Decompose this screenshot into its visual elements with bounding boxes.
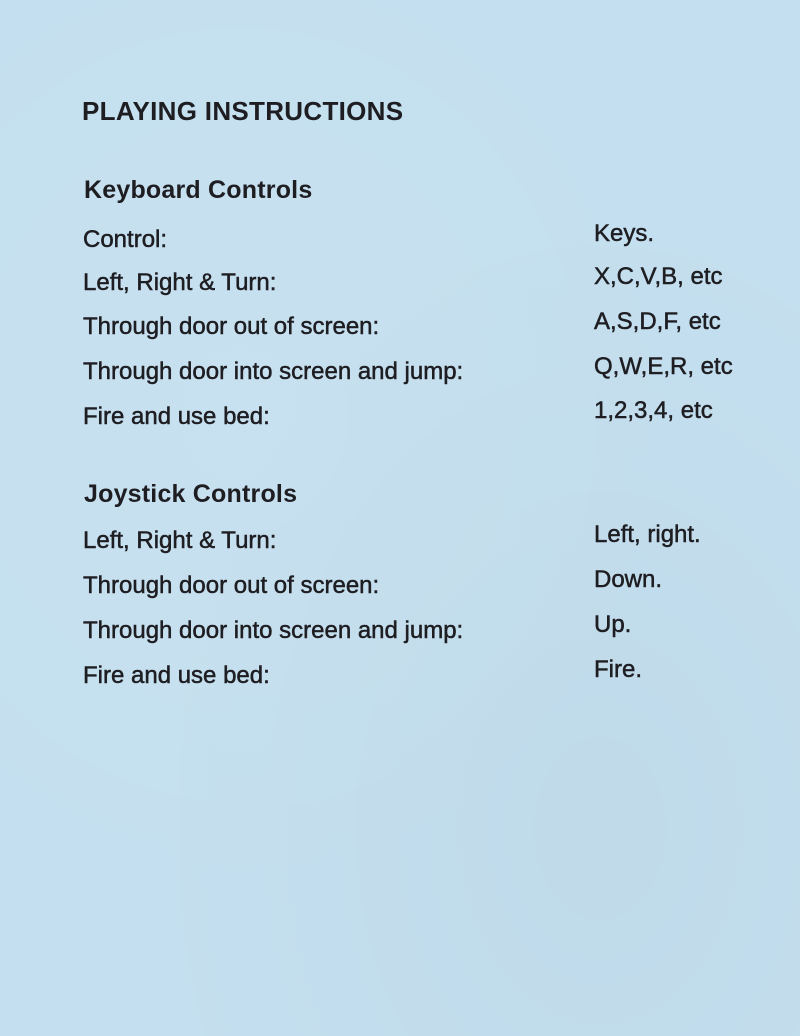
control-label: Left, Right & Turn: <box>83 527 277 554</box>
control-label: Through door out of screen: <box>83 572 380 599</box>
control-label: Control: <box>83 226 168 253</box>
control-label: Left, Right & Turn: <box>83 269 277 296</box>
control-value: Up. <box>594 611 632 638</box>
keyboard-controls-heading: Keyboard Controls <box>84 176 313 204</box>
page-title: PLAYING INSTRUCTIONS <box>82 96 404 126</box>
control-value: X,C,V,B, etc <box>594 263 723 290</box>
control-label: Fire and use bed: <box>83 403 270 430</box>
control-value: A,S,D,F, etc <box>594 308 721 335</box>
control-label: Through door into screen and jump: <box>83 617 464 644</box>
control-value: Down. <box>594 566 663 593</box>
control-value: Q,W,E,R, etc <box>594 353 733 380</box>
control-label: Through door into screen and jump: <box>83 358 464 385</box>
joystick-controls-heading: Joystick Controls <box>84 480 298 508</box>
control-value: Fire. <box>594 656 642 683</box>
control-value: 1,2,3,4, etc <box>594 397 713 424</box>
control-value: Keys. <box>594 220 655 247</box>
control-label: Through door out of screen: <box>83 313 380 340</box>
control-value: Left, right. <box>594 521 701 548</box>
control-label: Fire and use bed: <box>83 662 270 689</box>
